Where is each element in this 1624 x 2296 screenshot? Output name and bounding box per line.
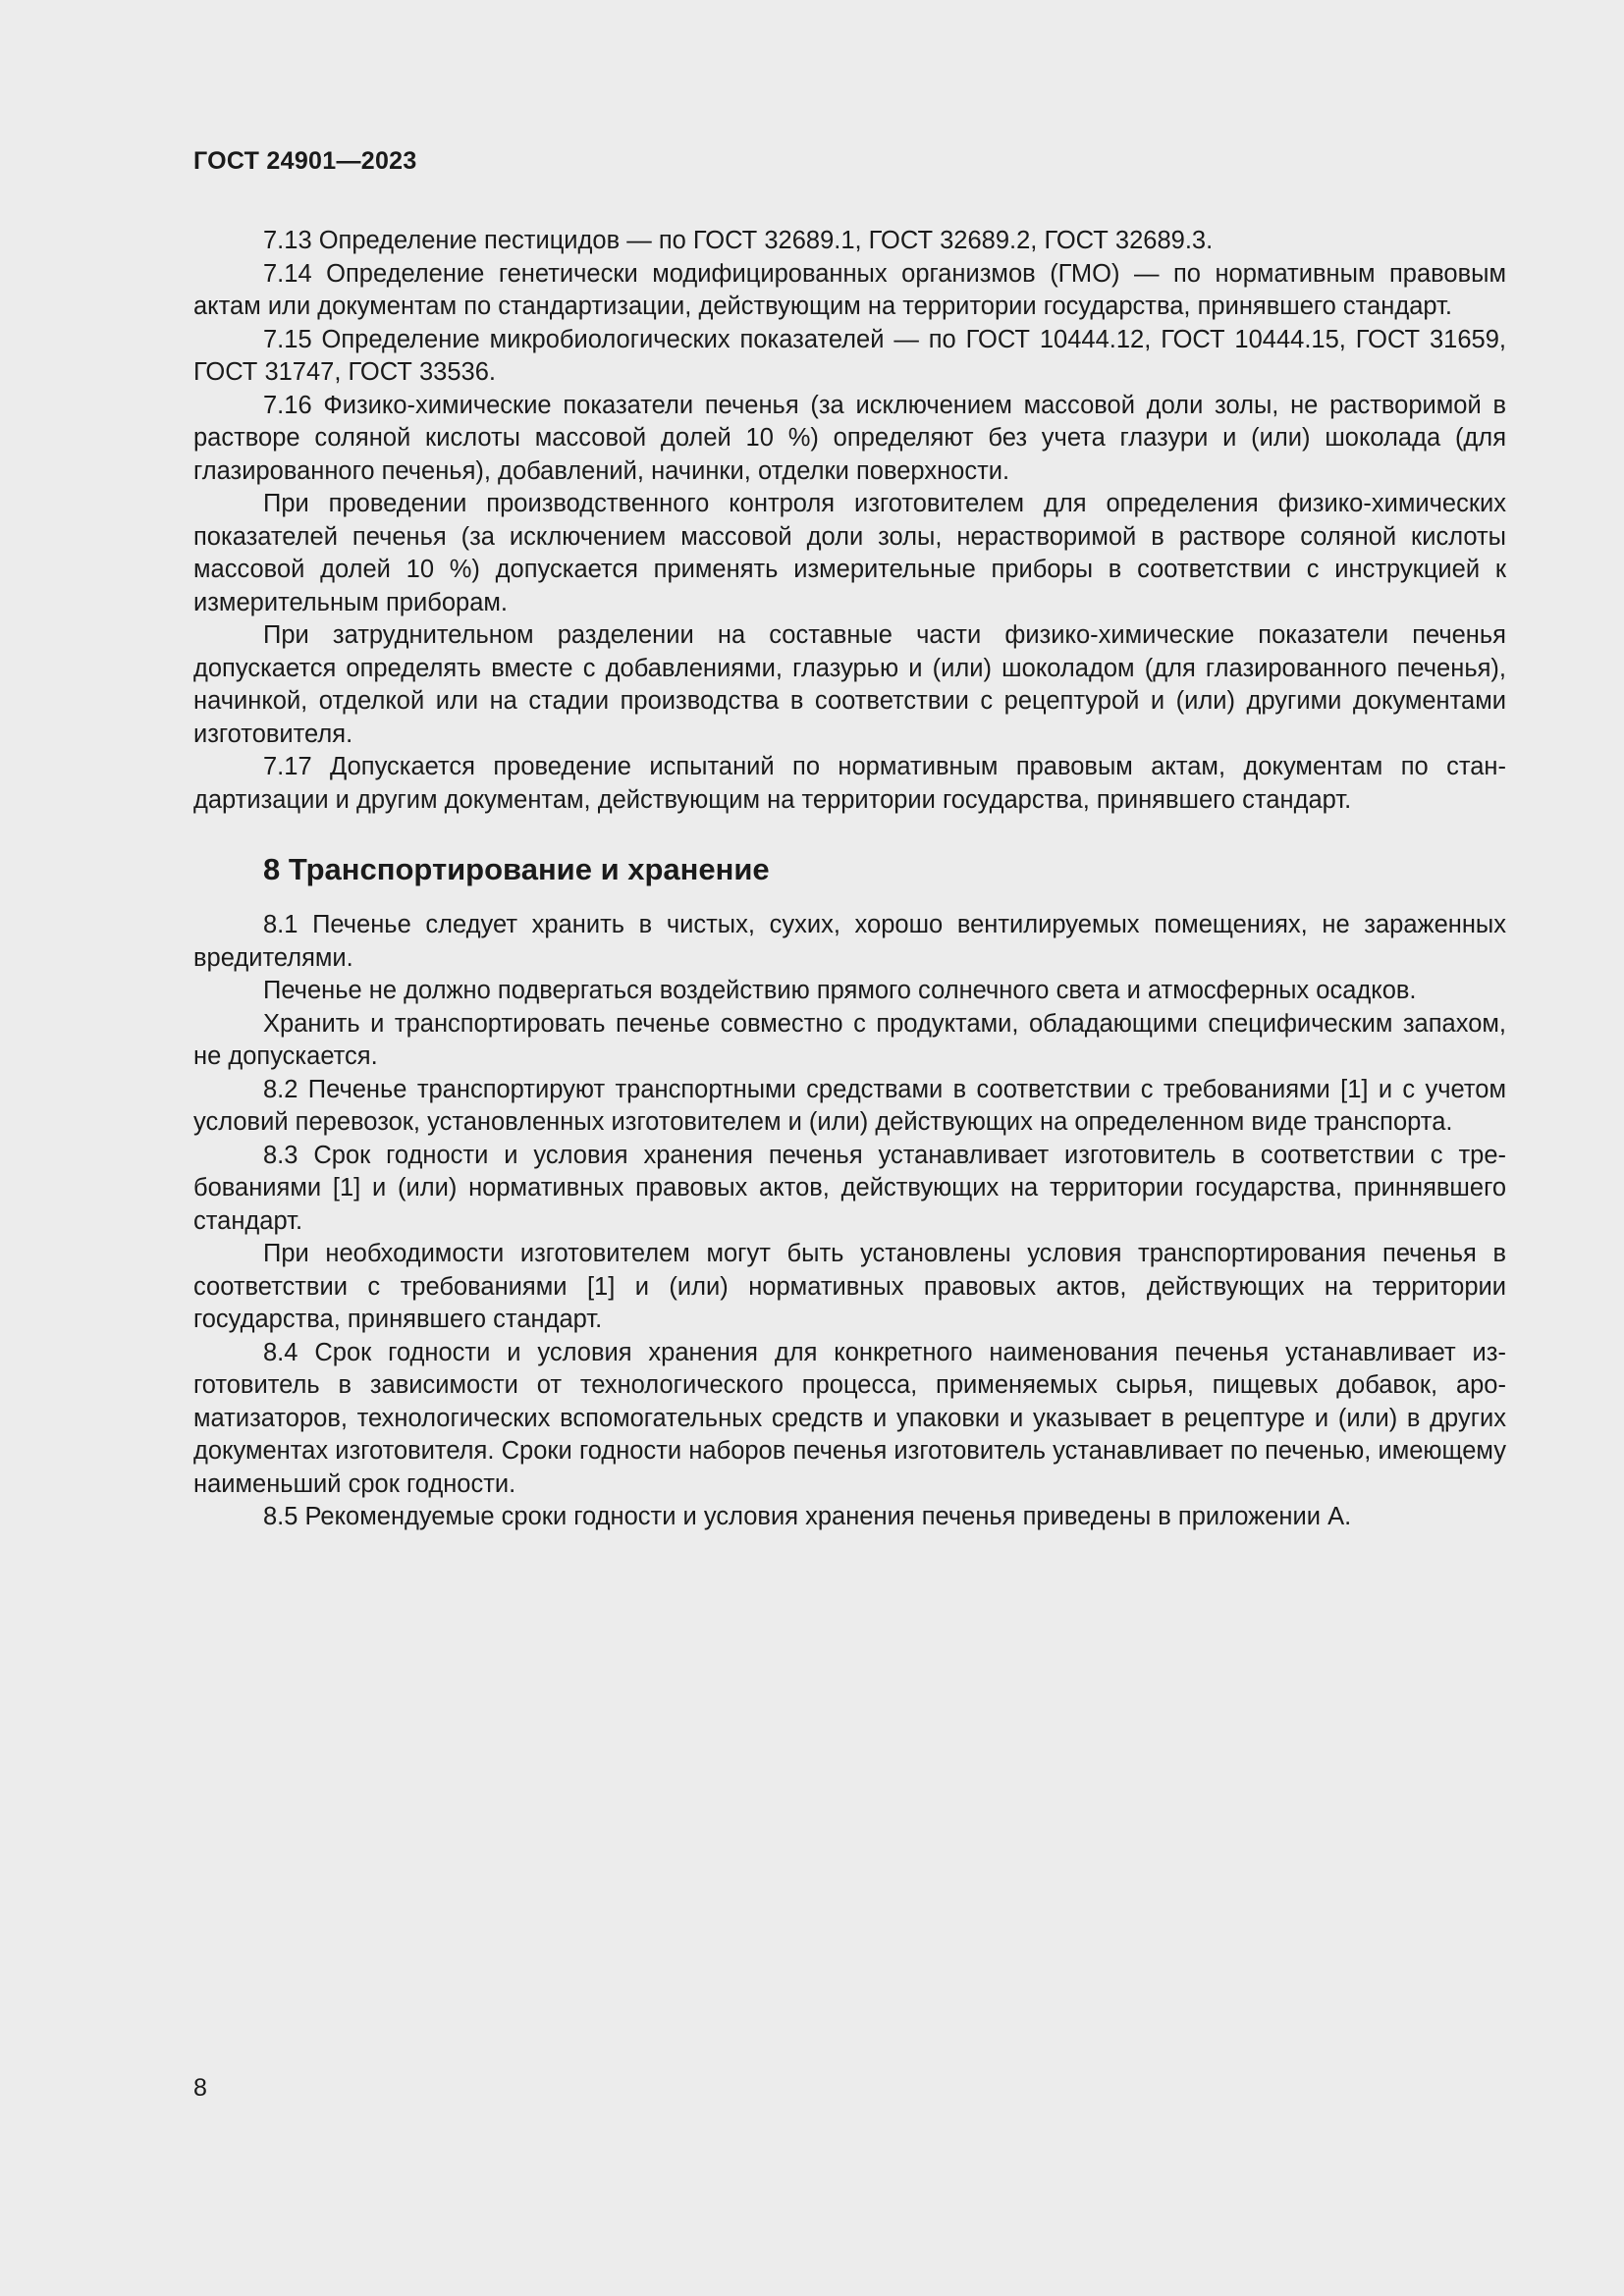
paragraph-7-17: 7.17 Допускается проведение испытаний по нормативным правовым актам, документам по стандартизации и другим документам, действующим на территории государства, принявшего стандарт. — [193, 753, 1506, 814]
paragraph-8-1-odor: Хранить и транспортировать печенье совместно с продуктами, обладающими специфическим запахом, не допускается. — [193, 1009, 1506, 1070]
paragraph-8-4: 8.4 Срок годности и условия хранения для конкретного наименования печенья устанавливает изготовитель в зависимости от технологического процесса, применяемых сырья, пищевых добавок, ароматизаторов, технологических вспомогательных средств и упаковки и указывает в рецептуре и (или) в других документах изготовителя. Сроки годности наборов печенья изготовитель устанавливает по печенью, имеющему наименьший срок годности. — [193, 1338, 1506, 1498]
paragraph-8-3-transport: При необходимости изготовителем могут быть установлены условия транспортирования печенья в соответствии с требованиями [1] и (или) нормативных правовых актов, действующих на территории государства, принявшего стандарт. — [193, 1240, 1506, 1333]
paragraph-8-1: 8.1 Печенье следует хранить в чистых, сухих, хорошо вентилируемых помещениях, не зараженных вредителями. — [193, 911, 1506, 972]
paragraph-8-2: 8.2 Печенье транспортируют транспортными средствами в соответствии с требованиями [1] и с учетом условий перевозок, установленных изготовителем и (или) действующих на определенном виде транспорта. — [193, 1075, 1506, 1136]
document-body — [193, 225, 1506, 1534]
paragraph-8-3: 8.3 Срок годности и условия хранения печенья устанавливает изготовитель в соответствии с требованиями [1] и (или) нормативных правовых актов, действующих на территории государства, приннявшего стандарт. — [193, 1141, 1506, 1235]
standard-id-header: ГОСТ 24901—2023 — [193, 147, 417, 175]
paragraph-7-14: 7.14 Определение генетически модифицированных организмов (ГМО) — по нормативным правовым актам или документам по стандартизации, действующим на территории государства, принявшего стандарт. — [193, 259, 1506, 320]
section-heading-8: 8 Транспортирование и хранение — [263, 852, 770, 886]
paragraph-7-13: 7.13 Определение пестицидов — по ГОСТ 32689.1, ГОСТ 32689.2, ГОСТ 32689.3. — [263, 227, 1214, 254]
page-number: 8 — [193, 2074, 207, 2102]
paragraph-7-16-production-control: При проведении производственного контроля изготовителем для определения физико-химических показателей печенья (за исключением массовой доли золы, нерастворимой в растворе соляной кислоты массовой долей 10 %) допускается применять измерительные приборы в соответствии с инструкцией к измерительным приборам. — [193, 490, 1506, 616]
paragraph-7-15: 7.15 Определение микробиологических показателей — по ГОСТ 10444.12, ГОСТ 10444.15, ГОСТ 31659, ГОСТ 31747, ГОСТ 33536. — [193, 325, 1506, 386]
paragraph-7-16-separation: При затруднительном разделении на составные части физико-химические показатели печенья допускается определять вместе с добавлениями, глазурью и (или) шоколадом (для глазированного печенья), начинкой, отделкой или на стадии производства в соответствии с рецептурой и (или) другими документами изготовителя. — [193, 621, 1506, 748]
paragraph-8-5: 8.5 Рекомендуемые сроки годности и условия хранения печенья приведены в приложении А. — [263, 1503, 1352, 1530]
paragraph-8-1-sunlight: Печенье не должно подвергаться воздействию прямого солнечного света и атмосферных осадков. — [263, 977, 1417, 1004]
paragraph-7-16: 7.16 Физико-химические показатели печенья (за исключением массовой доли золы, не растворимой в растворе соляной кислоты массовой долей 10 %) определяют без учета глазури и (или) шоколада (для глазированного печенья), добавлений, начинки, отделки поверхности. — [193, 391, 1506, 485]
